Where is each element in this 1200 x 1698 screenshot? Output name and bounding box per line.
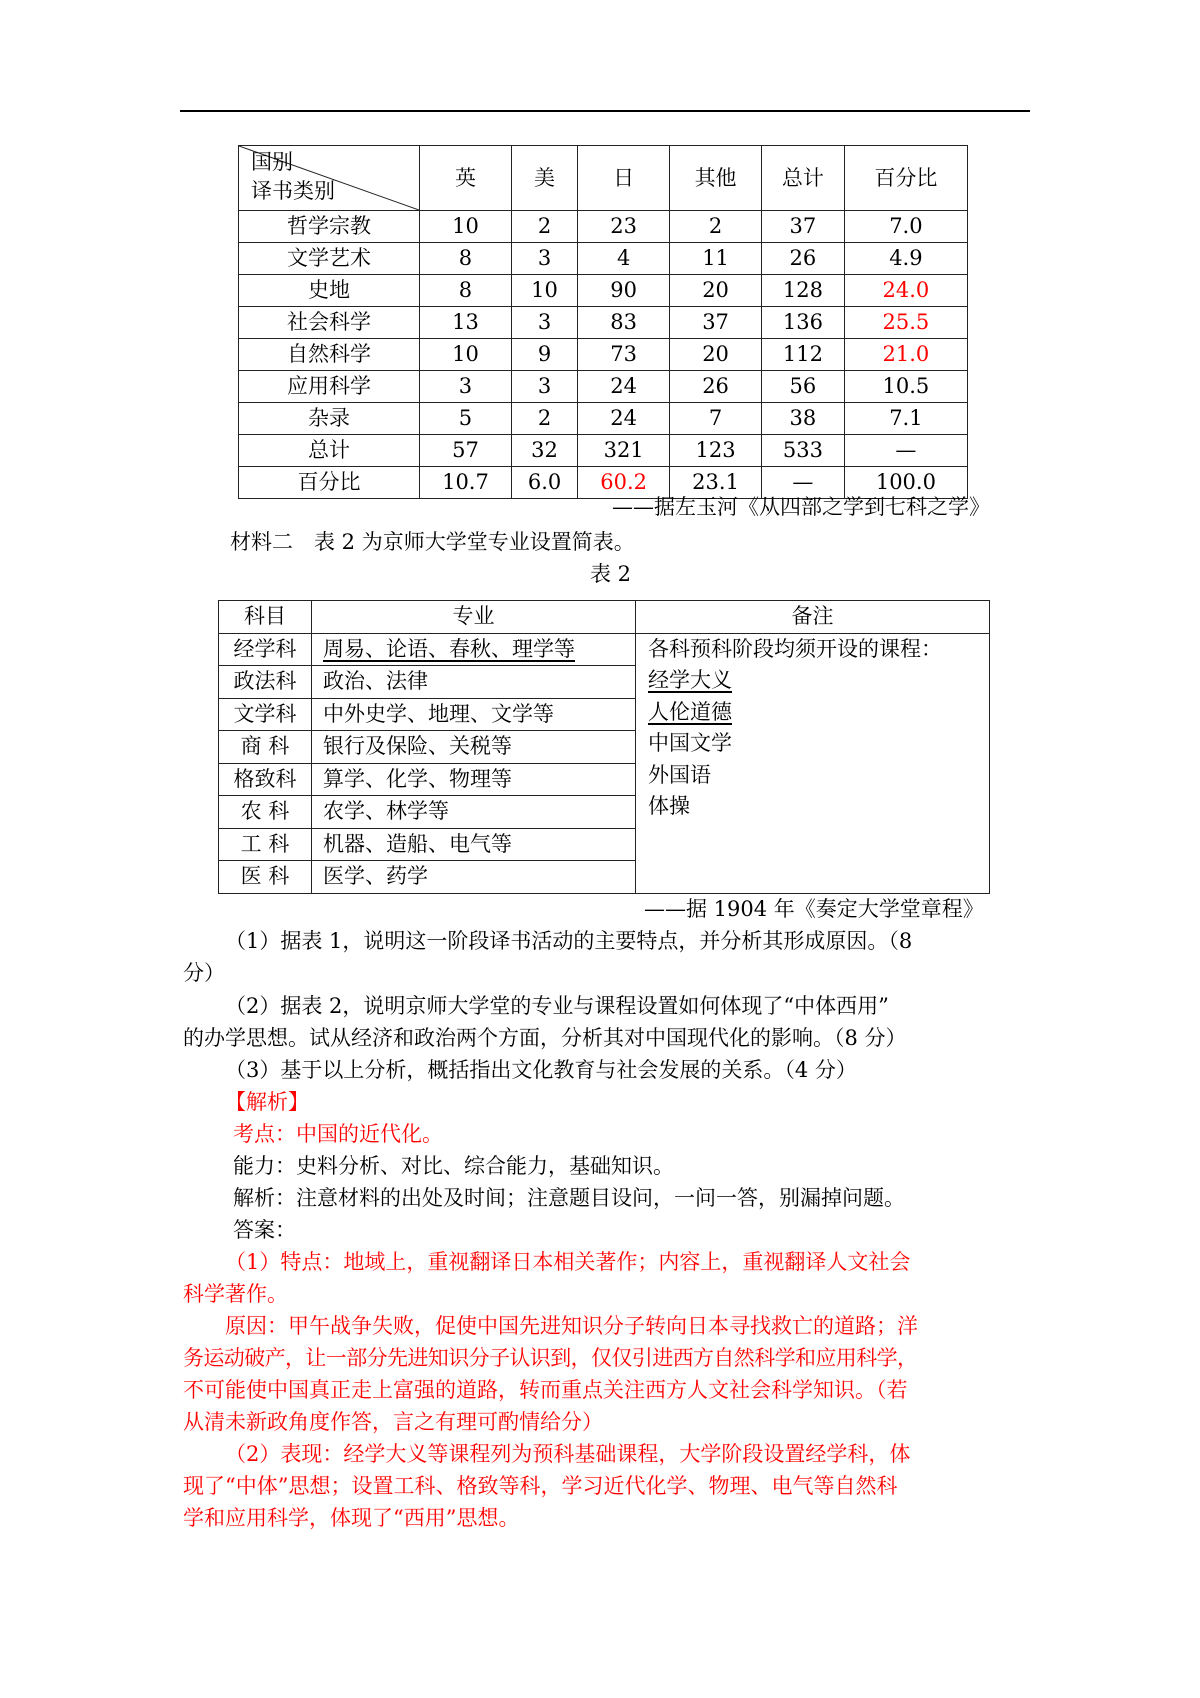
analysis-kaodian: 考点：中国的近代化。	[233, 1122, 443, 1146]
table-cell: 23	[578, 211, 670, 243]
subject-cell: 农 科	[219, 796, 312, 829]
major-cell: 机器、造船、电气等	[312, 828, 636, 861]
table-cell: 37	[670, 307, 762, 339]
table-cell: 2	[670, 211, 762, 243]
table-cell: 60.2	[578, 467, 670, 499]
column-header: 百分比	[844, 146, 967, 211]
table-cell: 38	[762, 403, 845, 435]
analysis-answer-label: 答案：	[233, 1218, 296, 1242]
note-line: 各科预科阶段均须开设的课程：	[648, 636, 942, 661]
table-cell: 20	[670, 339, 762, 371]
major-cell: 农学、林学等	[312, 796, 636, 829]
table-cell: 321	[578, 435, 670, 467]
question-2-line2: 的办学思想。试从经济和政治两个方面，分析其对中国现代化的影响。（8 分）	[183, 1026, 907, 1050]
column-header: 美	[511, 146, 577, 211]
major-cell: 银行及保险、关税等	[312, 731, 636, 764]
table-header-row	[219, 601, 990, 634]
question-2-line1: （2）据表 2，说明京师大学堂的专业与课程设置如何体现了“中体西用”	[225, 994, 889, 1018]
question-1-line1: （1）据表 1，说明这一阶段译书活动的主要特点，并分析其形成原因。（8	[225, 929, 913, 953]
table-cell: 5	[420, 403, 512, 435]
table-cell: 11	[670, 243, 762, 275]
table-row	[239, 307, 968, 339]
column-header: 其他	[670, 146, 762, 211]
question-3: （3）基于以上分析，概括指出文化教育与社会发展的关系。（4 分）	[225, 1058, 857, 1082]
major-cell: 医学、药学	[312, 861, 636, 894]
note-line: 体操	[648, 794, 690, 818]
subject-cell: 文学科	[219, 698, 312, 731]
table-cell: 3	[511, 371, 577, 403]
subject-cell: 商 科	[219, 731, 312, 764]
table-cell: 136	[762, 307, 845, 339]
subject-cell: 医 科	[219, 861, 312, 894]
column-header: 备注	[636, 601, 990, 634]
column-header: 总计	[762, 146, 845, 211]
table-cell: 20	[670, 275, 762, 307]
row-label: 百分比	[239, 467, 420, 499]
table-row	[239, 371, 968, 403]
table-cell: 10.7	[420, 467, 512, 499]
row-label: 总计	[239, 435, 420, 467]
row-label: 史地	[239, 275, 420, 307]
table2-source: ——据 1904 年《奏定大学堂章程》	[644, 897, 984, 921]
answer-2-line2: 现了“中体”思想；设置工科、格致等科，学习近代化学、物理、电气等自然科	[183, 1474, 898, 1498]
note-line: 外国语	[648, 762, 711, 787]
table-cell: 7.0	[844, 211, 967, 243]
row-label: 应用科学	[239, 371, 420, 403]
table-cell: —	[844, 435, 967, 467]
note-line: 人伦道德	[648, 699, 732, 724]
material2-intro: 材料二 表 2 为京师大学堂专业设置简表。	[230, 530, 635, 554]
column-header: 专业	[312, 601, 636, 634]
answer-1-reason-line4: 从清未新政角度作答，言之有理可酌情给分）	[183, 1410, 603, 1434]
subject-cell: 政法科	[219, 666, 312, 699]
major-cell: 中外史学、地理、文学等	[312, 698, 636, 731]
table-cell: 533	[762, 435, 845, 467]
table-cell: 26	[762, 243, 845, 275]
table-cell: 7	[670, 403, 762, 435]
table-cell: 8	[420, 275, 512, 307]
table-cell: 4	[578, 243, 670, 275]
table-cell: 73	[578, 339, 670, 371]
row-label: 社会科学	[239, 307, 420, 339]
table-cell: 24	[578, 371, 670, 403]
table-cell: 37	[762, 211, 845, 243]
table-cell: 32	[511, 435, 577, 467]
table-cell: 90	[578, 275, 670, 307]
table-cell: 3	[511, 243, 577, 275]
analysis-heading: 【解析】	[225, 1090, 309, 1114]
table-row	[219, 633, 990, 666]
table-cell: 7.1	[844, 403, 967, 435]
table-row	[239, 339, 968, 371]
answer-1-reason-line1: 原因：甲午战争失败，促使中国先进知识分子转向日本寻找救亡的道路；洋	[225, 1314, 918, 1338]
note-line: 中国文学	[648, 731, 732, 755]
table-header-row	[239, 146, 968, 211]
subject-cell: 经学科	[219, 633, 312, 666]
university-majors-table	[218, 600, 990, 894]
table-cell: 112	[762, 339, 845, 371]
table-cell: 26	[670, 371, 762, 403]
answer-2-line3: 学和应用科学，体现了“西用”思想。	[183, 1506, 520, 1530]
table-cell: 23.1	[670, 467, 762, 499]
table-row	[239, 243, 968, 275]
translation-books-table	[238, 145, 968, 499]
column-header: 科目	[219, 601, 312, 634]
table-cell: 2	[511, 403, 577, 435]
row-label: 哲学宗教	[239, 211, 420, 243]
major-cell	[312, 633, 636, 666]
table2-caption: 表 2	[590, 562, 632, 586]
answer-1-reason-line3: 不可能使中国真正走上富强的道路，转而重点关注西方人文社会科学知识。（若	[183, 1378, 908, 1402]
table-cell: 10	[420, 211, 512, 243]
header-category-label: 译书类别	[251, 179, 335, 203]
answer-2-line1: （2）表现：经学大义等课程列为预科基础课程，大学阶段设置经学科，体	[225, 1442, 911, 1466]
major-cell: 算学、化学、物理等	[312, 763, 636, 796]
table-cell: 9	[511, 339, 577, 371]
table-cell: 13	[420, 307, 512, 339]
table1-source: ——据左玉河《从四部之学到七科之学》	[612, 495, 990, 519]
answer-1-line2: 科学著作。	[183, 1282, 288, 1306]
analysis-ability: 能力：史料分析、对比、综合能力，基础知识。	[233, 1154, 674, 1178]
table-cell: 2	[511, 211, 577, 243]
header-country-label: 国别	[251, 150, 293, 174]
table-row	[239, 211, 968, 243]
analysis-explanation: 解析：注意材料的出处及时间；注意题目设问，一问一答，别漏掉问题。	[233, 1186, 905, 1210]
answer-1-line1: （1）特点：地域上，重视翻译日本相关著作；内容上，重视翻译人文社会	[225, 1250, 911, 1274]
table-cell: 3	[420, 371, 512, 403]
subject-cell: 工 科	[219, 828, 312, 861]
row-label: 杂录	[239, 403, 420, 435]
answer-1-reason-line2: 务运动破产，让一部分先进知识分子认识到，仅仅引进西方自然科学和应用科学，	[183, 1346, 918, 1370]
table-row	[239, 403, 968, 435]
table-cell: 6.0	[511, 467, 577, 499]
table-cell: 10	[511, 275, 577, 307]
major-cell: 政治、法律	[312, 666, 636, 699]
diagonal-header-cell	[239, 146, 420, 211]
table-row	[239, 435, 968, 467]
table-cell: 10	[420, 339, 512, 371]
table-cell: 3	[511, 307, 577, 339]
table-cell: 24	[578, 403, 670, 435]
major-text: 周易、论语、春秋、理学等	[323, 636, 575, 661]
table-cell: —	[762, 467, 845, 499]
row-label: 文学艺术	[239, 243, 420, 275]
table-cell: 8	[420, 243, 512, 275]
subject-cell: 格致科	[219, 763, 312, 796]
table-cell: 21.0	[844, 339, 967, 371]
column-header: 英	[420, 146, 512, 211]
row-label: 自然科学	[239, 339, 420, 371]
table-cell: 56	[762, 371, 845, 403]
table-cell: 57	[420, 435, 512, 467]
table-cell: 10.5	[844, 371, 967, 403]
table-row	[239, 275, 968, 307]
question-1-line2: 分）	[183, 961, 225, 985]
table-cell: 24.0	[844, 275, 967, 307]
table-cell: 123	[670, 435, 762, 467]
table-cell: 25.5	[844, 307, 967, 339]
header-rule	[180, 110, 1030, 112]
table-cell: 4.9	[844, 243, 967, 275]
note-cell	[636, 633, 990, 893]
column-header: 日	[578, 146, 670, 211]
note-line: 经学大义	[648, 668, 732, 692]
table-cell: 100.0	[844, 467, 967, 499]
table-cell: 83	[578, 307, 670, 339]
table-cell: 128	[762, 275, 845, 307]
